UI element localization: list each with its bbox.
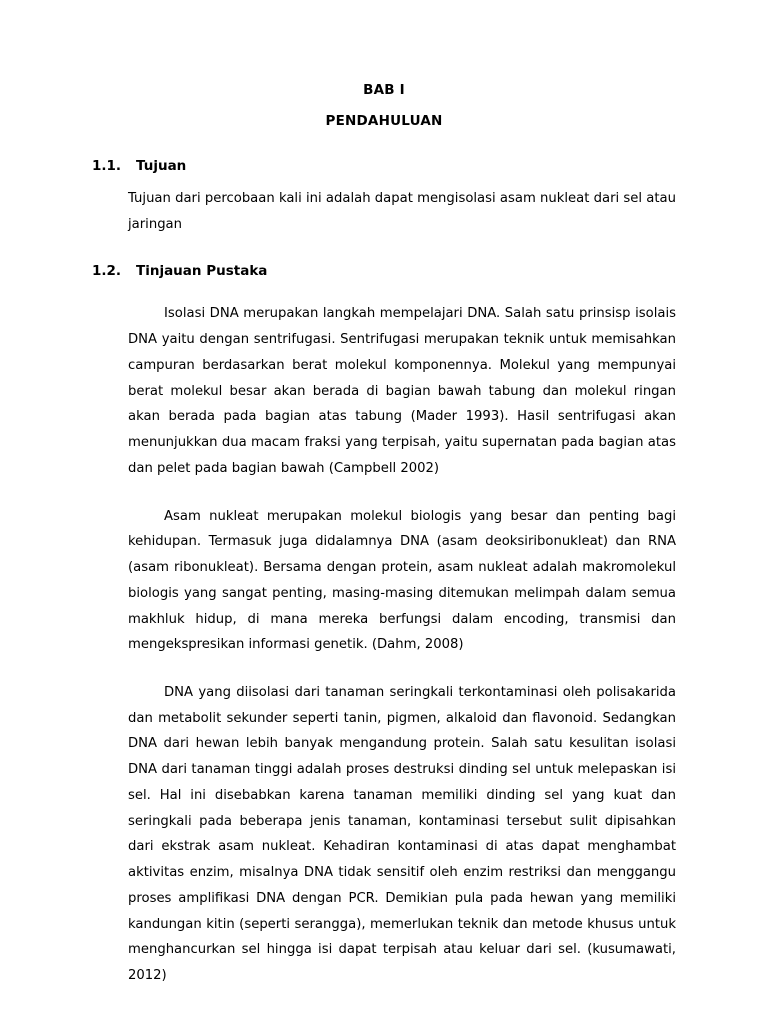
- paragraph: Tujuan dari percobaan kali ini adalah dapat mengisolasi asam nukleat dari sel atau jaringan: [128, 191, 676, 232]
- section-tinjauan-pustaka: [92, 263, 676, 988]
- paragraph: Isolasi DNA merupakan langkah mempelajari DNA. Salah satu prinsisp isolais DNA yaitu dengan sentrifugasi. Sentrifugasi merupakan teknik untuk memisahkan campuran berdasarkan berat molekul komponennya. Molekul yang mempunyai berat molekul besar akan berada di bagian bawah tabung dan molekul ringan akan berada pada bagian atas tabung (Mader 1993). Hasil sentrifugasi akan menunjukkan dua macam fraksi yang terpisah, yaitu supernatan pada bagian atas dan pelet pada bagian bawah (Campbell 2002): [128, 306, 676, 476]
- chapter-title: BAB I: [363, 82, 405, 98]
- section-heading-tujuan: [92, 158, 676, 174]
- section-number-1-1: 1.1.: [92, 158, 122, 174]
- section-body-1-2: [128, 301, 676, 988]
- section-title-1-1: Tujuan: [136, 158, 187, 174]
- section-title-1-2: Tinjauan Pustaka: [136, 263, 268, 280]
- section-number-1-2: 1.2.: [92, 263, 122, 280]
- section-body-1-1: [128, 186, 676, 237]
- paragraph: Asam nukleat merupakan molekul biologis yang besar dan penting bagi kehidupan. Termasuk juga didalamnya DNA (asam deoksiribonukleat) dan RNA (asam ribonukleat). Bersama dengan protein, asam nukleat adalah makromolekul biologis yang sangat penting, masing-masing ditemukan melimpah dalam semua makhluk hidup, di mana mereka berfungsi dalam encoding, transmisi dan mengekspresikan informasi genetik. (Dahm, 2008): [128, 508, 676, 653]
- section-tujuan: [92, 158, 676, 237]
- paragraph: DNA yang diisolasi dari tanaman seringkali terkontaminasi oleh polisakarida dan metabolit sekunder seperti tanin, pigmen, alkaloid dan flavonoid. Sedangkan DNA dari hewan lebih banyak mengandung protein. Salah satu kesulitan isolasi DNA dari tanaman tinggi adalah proses destruksi dinding sel untuk melepaskan isi sel. Hal ini disebabkan karena tanaman memiliki dinding sel yang kuat dan seringkali pada beberapa jenis tanaman, kontaminasi tersebut sulit dipisahkan dari ekstrak asam nukleat. Kehadiran kontaminasi di atas dapat menghambat aktivitas enzim, misalnya DNA tidak sensitif oleh enzim restriksi dan menggangu proses amplifikasi DNA dengan PCR. Demikian pula pada hewan yang memiliki kandungan kitin (seperti serangga), memerlukan teknik dan metode khusus untuk menghancurkan sel hingga isi dapat terpisah atau keluar dari sel. (kusumawati, 2012): [128, 685, 676, 984]
- chapter-subtitle: PENDAHULUAN: [325, 112, 443, 129]
- section-heading-tinjauan-pustaka: [92, 263, 676, 279]
